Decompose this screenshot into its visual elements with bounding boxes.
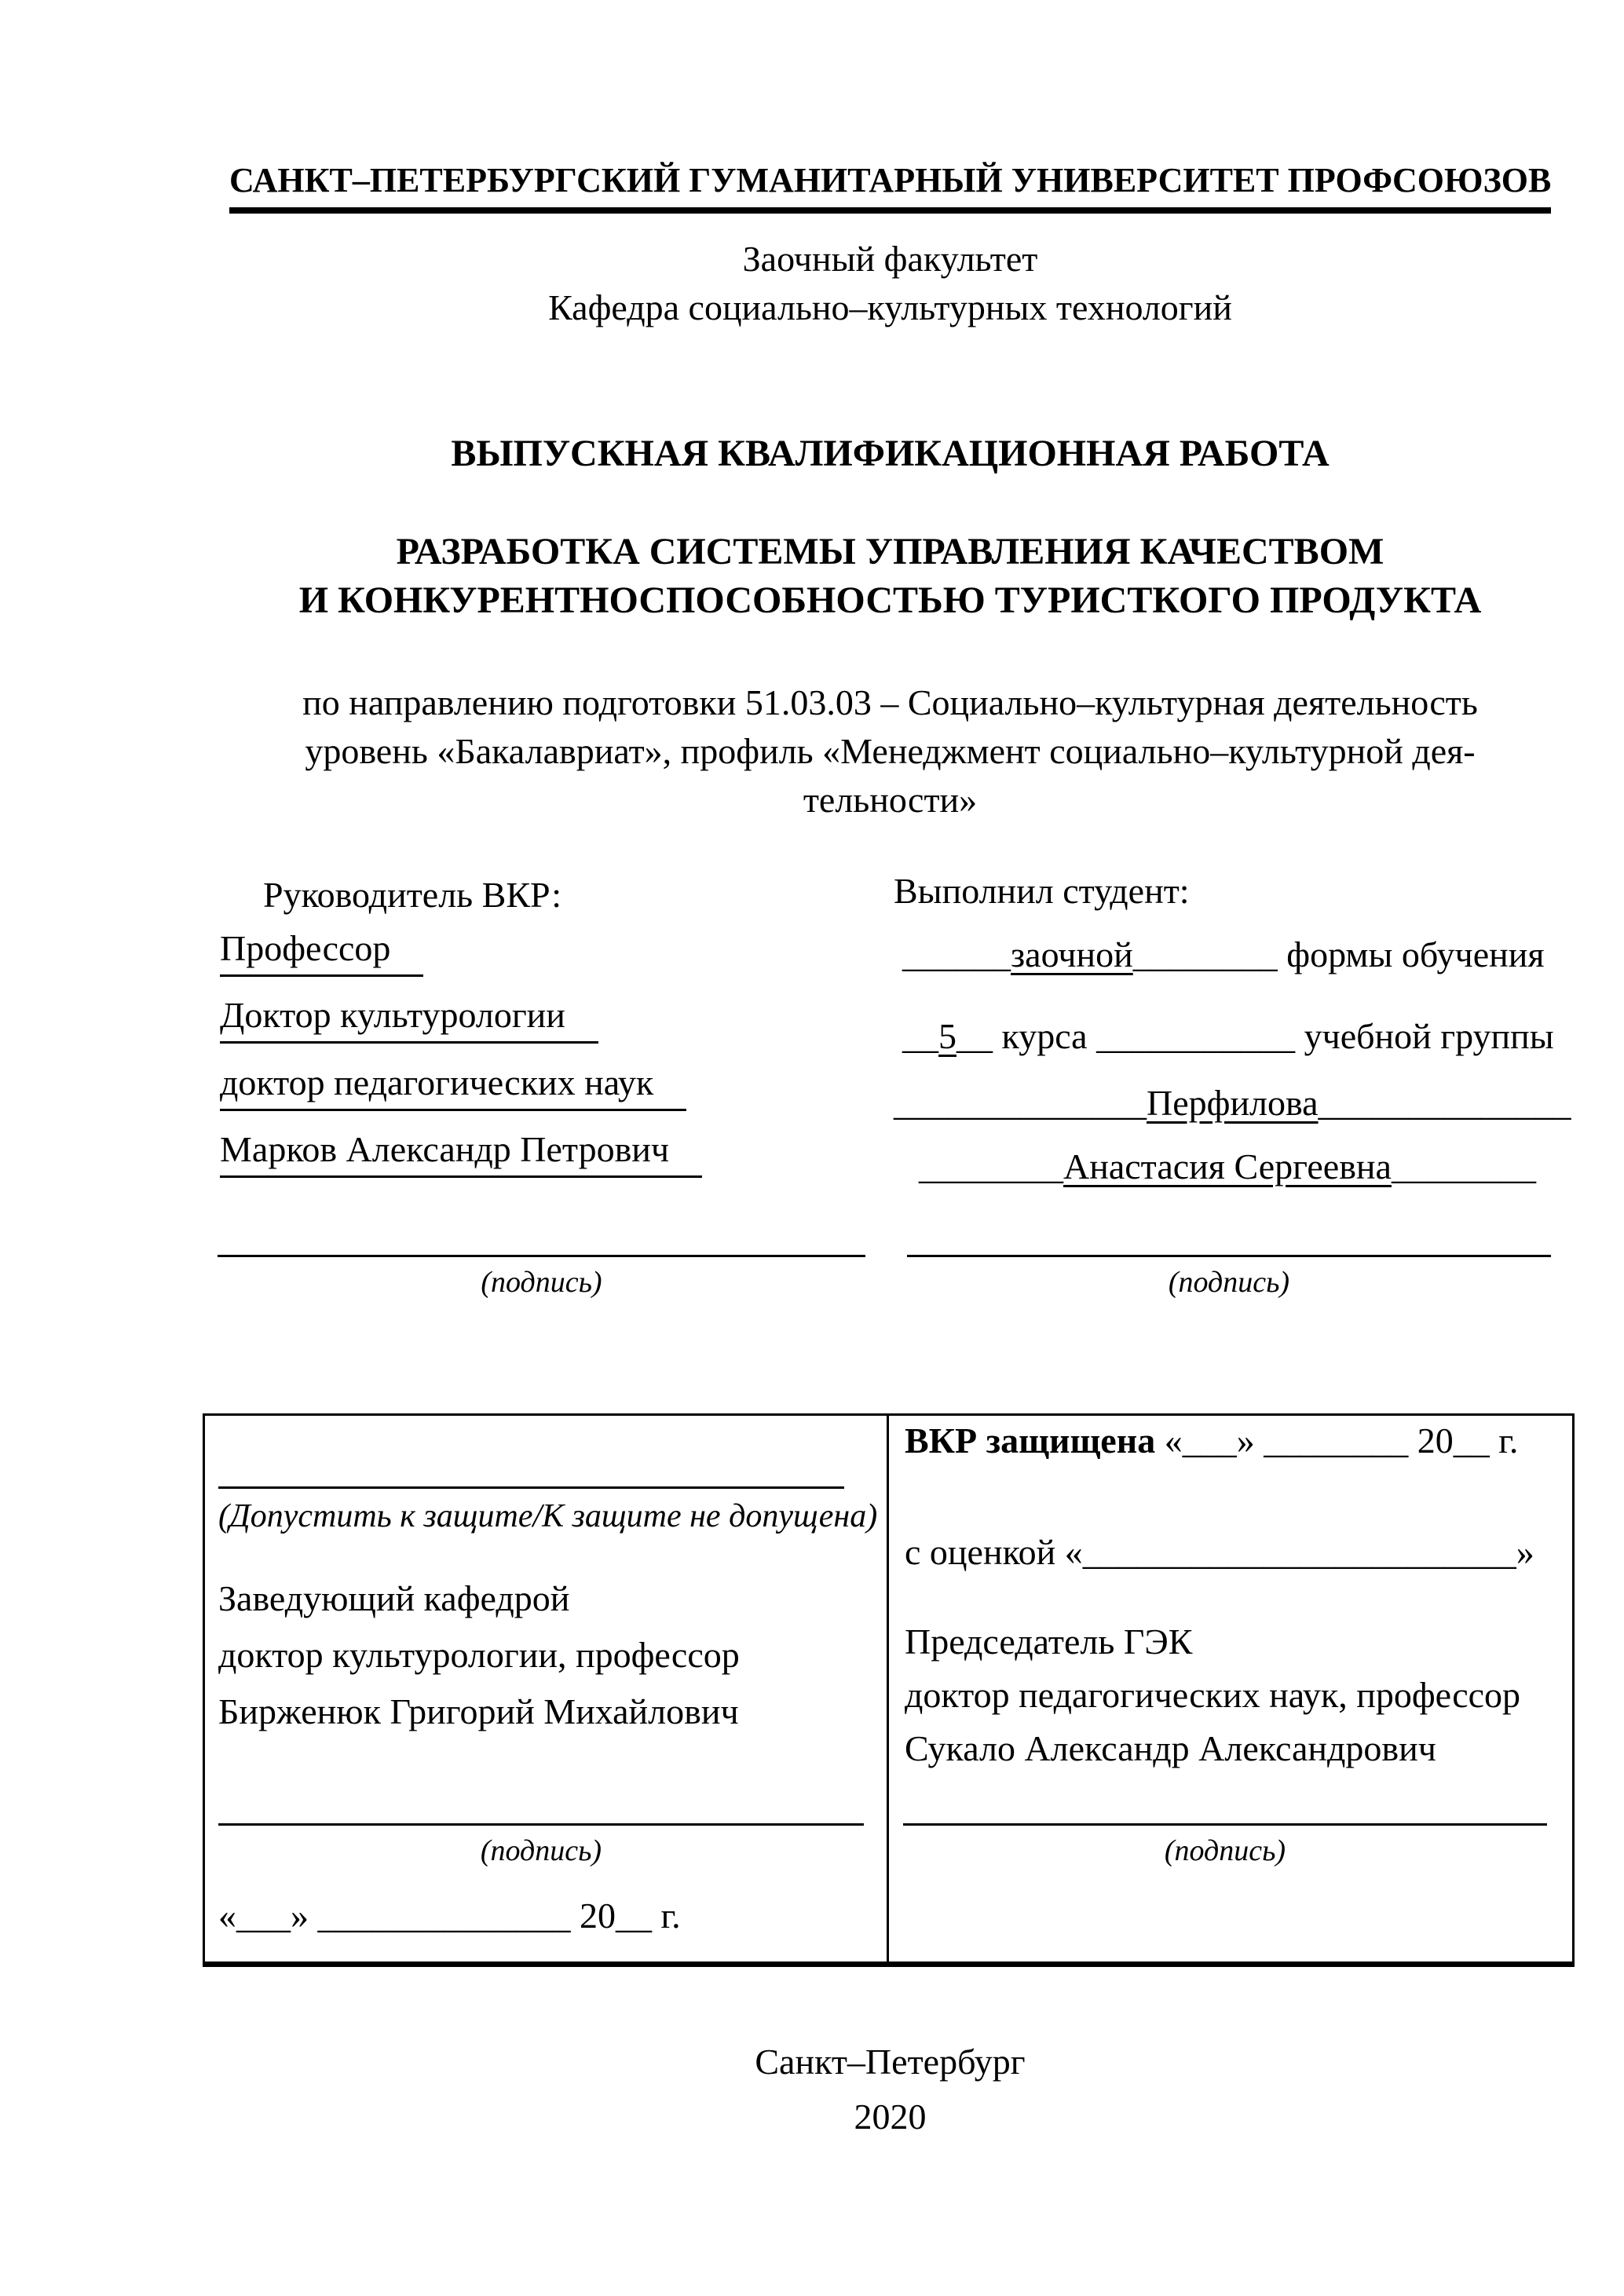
defense-status-line bbox=[905, 1419, 1518, 1463]
admission-position-1: Заведующий кафедрой bbox=[218, 1578, 570, 1618]
defense-position-3: Сукало Александр Александрович bbox=[905, 1728, 1436, 1768]
admission-signature-line bbox=[218, 1823, 864, 1870]
course-suffix: курса ___________ учебной группы bbox=[993, 1016, 1554, 1056]
signature-caption: (подпись) bbox=[1168, 1266, 1290, 1299]
blank-run: __ bbox=[902, 1016, 938, 1056]
admission-blank-line bbox=[218, 1486, 844, 1489]
faculty-block bbox=[229, 235, 1551, 332]
student-line-course bbox=[902, 1015, 1554, 1058]
defense-grade-line bbox=[905, 1530, 1534, 1574]
thesis-title bbox=[229, 528, 1551, 625]
defense-status-blanks: «___» ________ 20__ г. bbox=[1155, 1420, 1519, 1461]
student-label: Выполнил студент: bbox=[894, 871, 1190, 911]
signature-caption: (подпись) bbox=[481, 1266, 602, 1299]
program-block bbox=[229, 678, 1551, 824]
blank-run: ______________ bbox=[894, 1083, 1147, 1123]
admission-position-3: Бирженюк Григорий Михайлович bbox=[218, 1691, 739, 1731]
supervisor-label: Руководитель ВКР: bbox=[263, 875, 562, 915]
student-line-surname bbox=[894, 1081, 1571, 1125]
admission-position-2: доктор культурологии, профессор bbox=[218, 1635, 740, 1675]
program-line-3: тельности» bbox=[803, 780, 978, 820]
grade-blank-run: ________________________ bbox=[1082, 1532, 1516, 1572]
blank-run: ________ bbox=[1391, 1146, 1536, 1186]
form-of-study-suffix: формы обучения bbox=[1277, 934, 1545, 974]
blank-run: __ bbox=[956, 1016, 993, 1056]
footer-city: Санкт–Петербург bbox=[755, 2042, 1026, 2082]
supervisor-line-2: Доктор культурологии bbox=[220, 993, 598, 1044]
supervisor-line-4: Марков Александр Петрович bbox=[220, 1128, 702, 1178]
admission-note: (Допустить к защите/К защите не допущена) bbox=[218, 1498, 878, 1534]
admission-cell bbox=[205, 1416, 889, 1961]
defense-status-label: ВКР защищена bbox=[905, 1420, 1156, 1461]
defense-cell bbox=[889, 1416, 1572, 1961]
student-surname-value: Перфилова bbox=[1147, 1083, 1319, 1123]
footer-block bbox=[229, 2035, 1551, 2144]
page-header-university: САНКТ–ПЕТЕРБУРГСКИЙ ГУМАНИТАРНЫЙ УНИВЕРСИТЕТ ПРОФСОЮЗОВ bbox=[229, 160, 1551, 214]
student-name-value: Анастасия Сергеевна bbox=[1063, 1146, 1392, 1186]
course-number-value: 5 bbox=[938, 1016, 956, 1056]
blank-run: ______ bbox=[902, 934, 1011, 974]
blank-run: ________ bbox=[1132, 934, 1278, 974]
signature-caption: (подпись) bbox=[480, 1834, 602, 1867]
program-line-2: уровень «Бакалавриат», профиль «Менеджмент социально–культурной дея- bbox=[305, 731, 1476, 771]
faculty-line: Заочный факультет bbox=[742, 239, 1038, 279]
admission-position-block bbox=[218, 1570, 740, 1740]
grade-prefix: с оценкой « bbox=[905, 1532, 1083, 1572]
approval-box bbox=[203, 1413, 1575, 1967]
program-line-1: по направлению подготовки 51.03.03 – Социально–культурная деятельность bbox=[302, 682, 1478, 722]
student-signature-line bbox=[907, 1255, 1551, 1301]
defense-position-2: доктор педагогических наук, профессор bbox=[905, 1675, 1521, 1715]
blank-run: ________ bbox=[919, 1146, 1063, 1186]
student-line-name bbox=[919, 1145, 1536, 1189]
supervisor-signature-line bbox=[218, 1255, 865, 1301]
form-of-study-value: заочной bbox=[1011, 934, 1133, 974]
student-line-form bbox=[902, 933, 1545, 977]
grade-suffix: » bbox=[1516, 1532, 1534, 1572]
thesis-title-line-2: И КОНКУРЕНТНОСПОСОБНОСТЬЮ ТУРИСТКОГО ПРОДУКТА bbox=[298, 579, 1482, 621]
defense-position-1: Председатель ГЭК bbox=[905, 1621, 1193, 1662]
blank-run: ______________ bbox=[1318, 1083, 1571, 1123]
supervisor-line-3: доктор педагогических наук bbox=[220, 1061, 686, 1111]
work-type-title: ВЫПУСКНАЯ КВАЛИФИКАЦИОННАЯ РАБОТА bbox=[451, 433, 1330, 474]
defense-position-block bbox=[905, 1615, 1520, 1775]
thesis-title-line-1: РАЗРАБОТКА СИСТЕМЫ УПРАВЛЕНИЯ КАЧЕСТВОМ bbox=[396, 531, 1384, 572]
footer-year: 2020 bbox=[854, 2097, 927, 2137]
supervisor-line-1: Профессор bbox=[220, 927, 423, 977]
admission-date-line: «___» ______________ 20__ г. bbox=[218, 1896, 681, 1936]
defense-signature-line bbox=[903, 1823, 1547, 1870]
department-line: Кафедра социально–культурных технологий bbox=[548, 287, 1232, 327]
signature-caption: (подпись) bbox=[1164, 1834, 1286, 1867]
